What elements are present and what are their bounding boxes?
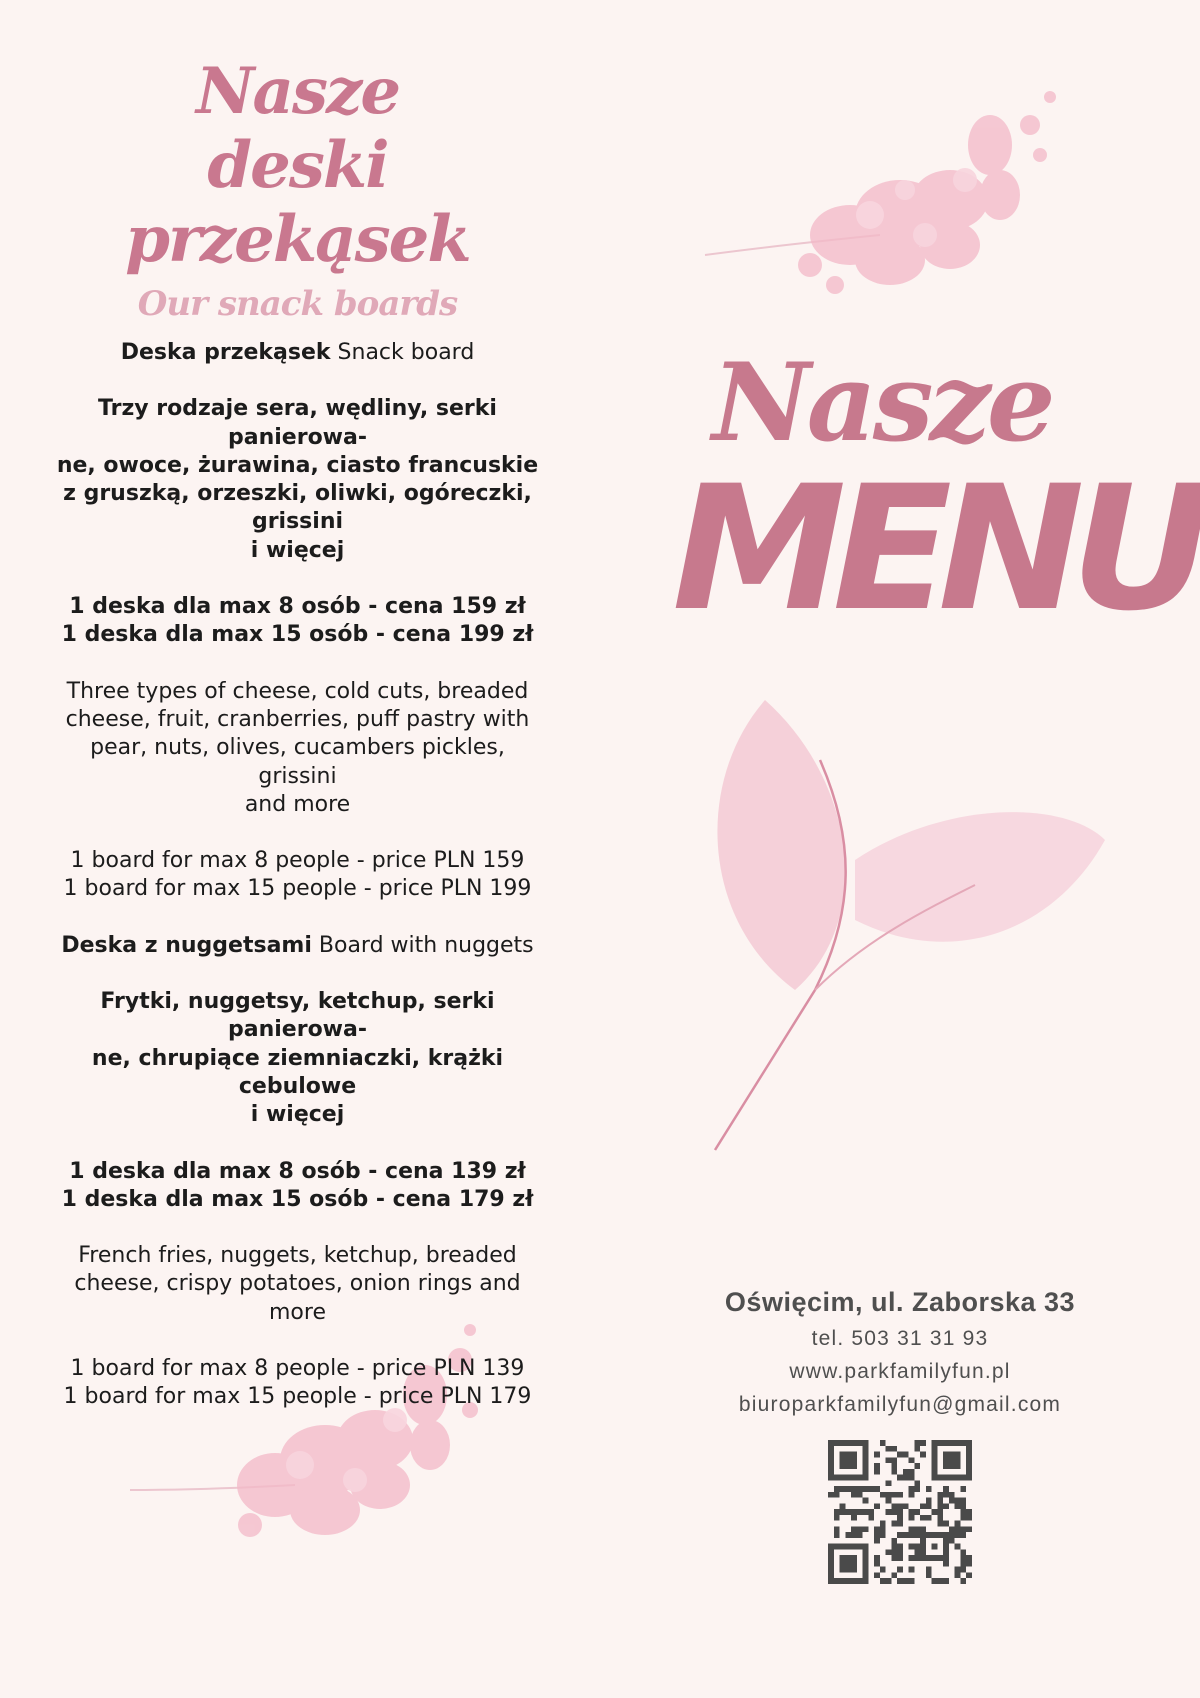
board2-price-pl: 1 deska dla max 15 osób - cena 179 zł xyxy=(61,1186,534,1212)
board2-desc-pl-line: ne, chrupiące ziemniaczki, krążki cebulowe xyxy=(91,1045,504,1099)
flower-cluster-top-decoration xyxy=(700,85,1070,305)
board2-name-pl: Deska z nuggetsami xyxy=(61,932,312,958)
board2-price-pl: 1 deska dla max 8 osób - cena 139 zł xyxy=(69,1158,526,1184)
snack-title-line2: deski przekąsek xyxy=(125,128,470,277)
board1-desc-en-line: cheese, fruit, cranberries, puff pastry with xyxy=(65,706,530,732)
board2-desc-pl-line: i więcej xyxy=(250,1102,345,1128)
contact-website: www.parkfamilyfun.pl xyxy=(789,1360,1011,1383)
board2-desc-en-line: cheese, crispy potatoes, onion rings and more xyxy=(74,1271,521,1325)
qr-code[interactable] xyxy=(828,1440,972,1584)
cover-title-menu: MENU xyxy=(672,448,1199,649)
board2-desc-pl-line: Frytki, nuggetsy, ketchup, serki panierowa- xyxy=(100,989,495,1043)
board1-desc-en-line: pear, nuts, olives, cucambers pickles, grissini xyxy=(90,735,505,789)
contact-address: Oświęcim, ul. Zaborska 33 xyxy=(724,1287,1076,1317)
board2-heading xyxy=(50,932,545,960)
board2-desc-en-line: French fries, nuggets, ketchup, breaded xyxy=(78,1243,517,1269)
board2-name-en: Board with nuggets xyxy=(318,932,534,958)
snack-boards-section xyxy=(50,55,545,1412)
board1-price-en: 1 board for max 8 people - price PLN 159 xyxy=(70,848,525,874)
board1-desc-en-line: and more xyxy=(244,791,351,817)
board1-price-pl: 1 deska dla max 8 osób - cena 159 zł xyxy=(69,594,526,620)
board1-desc-pl-line: Trzy rodzaje sera, wędliny, serki panierowa- xyxy=(98,396,497,450)
board1-name-pl: Deska przekąsek xyxy=(120,340,331,365)
contact-email: biuroparkfamilyfun@gmail.com xyxy=(738,1393,1062,1416)
board1-desc-en-line: Three types of cheese, cold cuts, breaded xyxy=(66,678,529,704)
board1-desc-pl-line: ne, owoce, żurawina, ciasto francuskie xyxy=(56,452,539,478)
cover-title-nasze: Nasze xyxy=(712,340,1052,466)
board1-desc-pl-line: i więcej xyxy=(250,537,345,563)
board1-desc-pl-line: z gruszką, orzeszki, oliwki, ogóreczki, grissini xyxy=(63,481,532,535)
board1-price-en: 1 board for max 15 people - price PLN 199 xyxy=(63,876,532,902)
snack-subtitle: Our snack boards xyxy=(137,284,458,324)
board2-price-en: 1 board for max 15 people - price PLN 179 xyxy=(63,1384,532,1410)
board2-price-en: 1 board for max 8 people - price PLN 139 xyxy=(70,1356,525,1382)
contact-block xyxy=(690,1282,1110,1421)
board1-price-pl: 1 deska dla max 15 osób - cena 199 zł xyxy=(61,622,534,648)
leaf-decoration xyxy=(705,690,1115,1160)
snack-title-line1: Nasze xyxy=(195,54,400,129)
contact-phone: tel. 503 31 31 93 xyxy=(811,1327,989,1350)
board1-heading xyxy=(50,339,545,367)
board1-name-en: Snack board xyxy=(337,340,475,365)
